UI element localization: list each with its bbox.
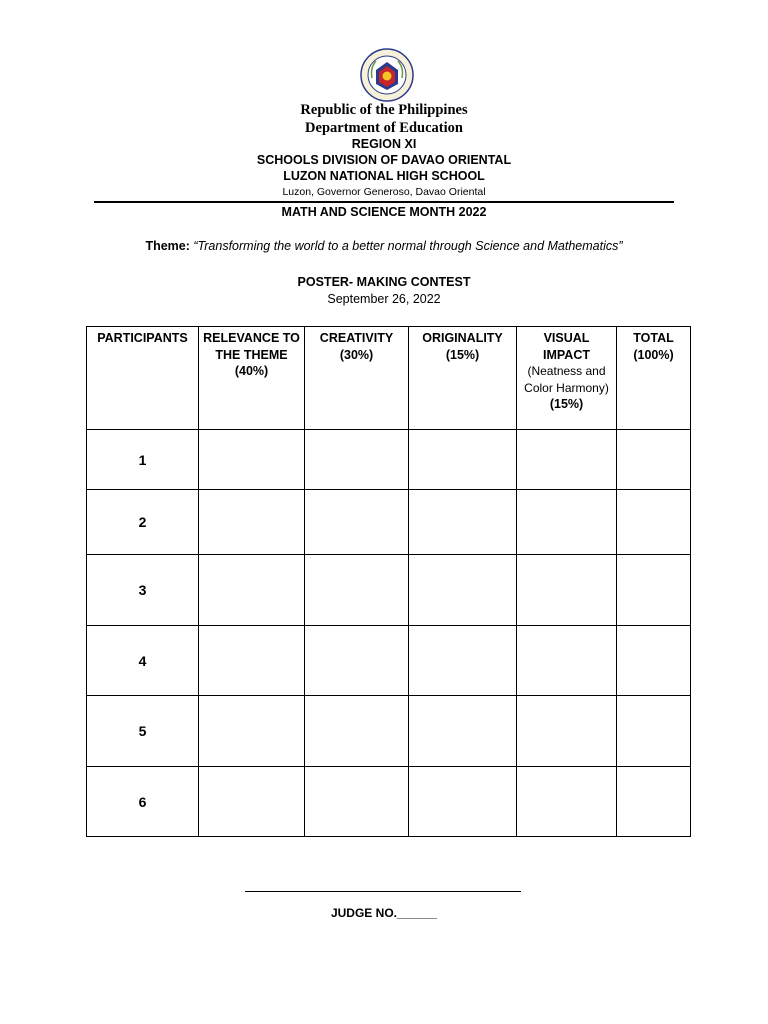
participant-number: 5: [87, 696, 199, 767]
division-heading: SCHOOLS DIVISION OF DAVAO ORIENTAL: [256, 153, 512, 167]
creativity-cell[interactable]: [305, 626, 409, 696]
header-divider: [94, 201, 674, 203]
participant-number: 1: [87, 430, 199, 490]
department-heading: Department of Education: [305, 120, 463, 136]
judge-number-label: JUDGE NO.______: [330, 906, 438, 920]
relevance-cell[interactable]: [199, 696, 305, 767]
signature-line: [245, 891, 521, 892]
table-row: [87, 767, 691, 837]
relevance-cell[interactable]: [199, 555, 305, 626]
originality-cell[interactable]: [409, 430, 517, 490]
table-row: [87, 430, 691, 490]
total-cell[interactable]: [617, 696, 691, 767]
theme-line: [0, 239, 768, 253]
relevance-cell[interactable]: [199, 626, 305, 696]
participant-number: 3: [87, 555, 199, 626]
originality-cell[interactable]: [409, 555, 517, 626]
total-cell[interactable]: [617, 430, 691, 490]
originality-cell[interactable]: [409, 696, 517, 767]
header-originality: [409, 327, 517, 430]
table-row: [87, 555, 691, 626]
score-sheet-table: [86, 326, 691, 837]
originality-cell[interactable]: [409, 626, 517, 696]
visual-impact-cell[interactable]: [517, 555, 617, 626]
total-cell[interactable]: [617, 555, 691, 626]
table-header-row: [87, 327, 691, 430]
republic-heading: Republic of the Philippines: [300, 102, 468, 118]
header-relevance: [199, 327, 305, 430]
header-creativity-label: CREATIVITY: [319, 331, 394, 345]
header-visual-impact: [517, 327, 617, 430]
event-title: MATH AND SCIENCE MONTH 2022: [281, 205, 487, 219]
relevance-cell[interactable]: [199, 767, 305, 837]
theme-label: Theme:: [145, 239, 190, 253]
header-creativity: [305, 327, 409, 430]
header-total-label: TOTAL: [633, 331, 674, 345]
header-originality-label: ORIGINALITY: [422, 331, 503, 345]
header-relevance-pct: (40%): [234, 364, 269, 378]
header-originality-pct: (15%): [445, 347, 480, 362]
header-visual-note: (Neatness and Color Harmony): [524, 364, 609, 395]
table-row: [87, 490, 691, 555]
originality-cell[interactable]: [409, 767, 517, 837]
region-heading: REGION XI: [351, 137, 417, 151]
participant-number: 2: [87, 490, 199, 555]
visual-impact-cell[interactable]: [517, 696, 617, 767]
creativity-cell[interactable]: [305, 767, 409, 837]
header-participants: [87, 327, 199, 430]
deped-seal-logo: [360, 48, 414, 102]
visual-impact-cell[interactable]: [517, 767, 617, 837]
creativity-cell[interactable]: [305, 555, 409, 626]
header-visual-pct: (15%): [549, 397, 584, 411]
creativity-cell[interactable]: [305, 490, 409, 555]
school-address: Luzon, Governor Generoso, Davao Oriental: [282, 186, 486, 198]
creativity-cell[interactable]: [305, 696, 409, 767]
relevance-cell[interactable]: [199, 490, 305, 555]
header-participants-label: PARTICIPANTS: [97, 331, 188, 345]
creativity-cell[interactable]: [305, 430, 409, 490]
contest-date: September 26, 2022: [327, 292, 441, 306]
table-row: [87, 696, 691, 767]
total-cell[interactable]: [617, 626, 691, 696]
participant-number: 6: [87, 767, 199, 837]
header-total: [617, 327, 691, 430]
table-row: [87, 626, 691, 696]
contest-name: POSTER- MAKING CONTEST: [297, 275, 471, 289]
school-heading: LUZON NATIONAL HIGH SCHOOL: [283, 169, 485, 183]
theme-text: “Transforming the world to a better normal through Science and Mathematics”: [193, 239, 623, 253]
total-cell[interactable]: [617, 767, 691, 837]
header-creativity-pct: (30%): [339, 347, 374, 362]
visual-impact-cell[interactable]: [517, 626, 617, 696]
header-relevance-label: RELEVANCE TO THE THEME: [203, 331, 300, 362]
header-total-pct: (100%): [633, 347, 674, 362]
relevance-cell[interactable]: [199, 430, 305, 490]
visual-impact-cell[interactable]: [517, 430, 617, 490]
visual-impact-cell[interactable]: [517, 490, 617, 555]
originality-cell[interactable]: [409, 490, 517, 555]
participant-number: 4: [87, 626, 199, 696]
header-visual-label: VISUAL IMPACT: [543, 331, 590, 362]
total-cell[interactable]: [617, 490, 691, 555]
